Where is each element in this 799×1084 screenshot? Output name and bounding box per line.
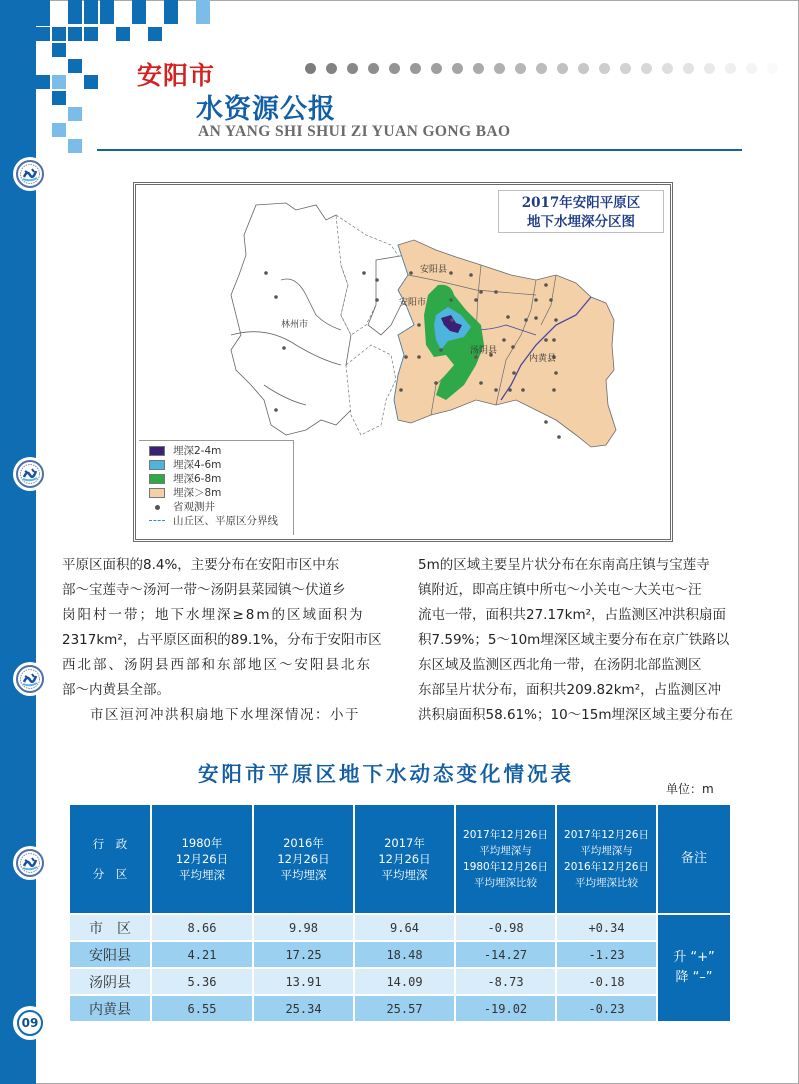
legend-label: 省观测井 [173, 501, 215, 513]
header-2016 [254, 805, 353, 913]
table-title: 安阳市平原区地下水动态变化情况表 [198, 762, 574, 786]
header-line: 1980年 [181, 836, 223, 850]
table-row [70, 969, 730, 994]
cell-1980: 4.21 [152, 942, 252, 967]
cell-district: 市 区 [70, 915, 150, 940]
water-emblem-icon [13, 457, 47, 491]
decor-dot [620, 63, 631, 74]
table-header-row [70, 805, 730, 913]
map-label-neihuang: 内黄县 [529, 354, 557, 364]
header-2017 [355, 805, 454, 913]
legend-item [149, 486, 221, 499]
decor-dot [473, 63, 484, 74]
remark-fall: 降 “–” [675, 970, 713, 985]
cell-compare-2016: +0.34 [557, 915, 656, 940]
text-line: 东区域及监测区西北角一带，在汤阴北部监测区 [418, 657, 702, 673]
header-compare-1980 [456, 805, 555, 913]
dashed-line-icon [149, 520, 165, 521]
map-title-line1: 2017年安阳平原区 [521, 195, 641, 211]
decor-dot [431, 63, 442, 74]
body-text-right [418, 553, 753, 728]
legend-item [149, 444, 221, 457]
decor-dot [704, 63, 715, 74]
cell-compare-1980: -8.73 [456, 969, 555, 994]
decor-dot [725, 63, 736, 74]
map-label-linzhou: 林州市 [281, 320, 309, 330]
header-line: 2017年 [384, 836, 425, 850]
legend-label: 埋深＞8m [173, 487, 222, 499]
cell-district: 安阳县 [70, 942, 150, 967]
text-line: 5m的区域主要呈片状分布在东南高庄镇与宝莲寺 [418, 557, 710, 573]
cell-1980: 5.36 [152, 969, 252, 994]
decor-dot [452, 63, 463, 74]
header-compare-2016 [557, 805, 656, 913]
legend-label: 埋深6-8m [173, 473, 222, 485]
cell-2017: 25.57 [355, 996, 454, 1021]
decor-dot [578, 63, 589, 74]
header-main-title: 水资源公报 [196, 94, 336, 125]
decor-dot [368, 63, 379, 74]
decor-dot [410, 63, 421, 74]
legend-item [149, 458, 221, 471]
map-label-anyang-city: 安阳市 [399, 298, 427, 308]
map-legend [139, 440, 294, 535]
decor-dot [536, 63, 547, 74]
text-line: 部～内黄县全部。 [62, 682, 170, 698]
table-row [70, 915, 730, 940]
groundwater-depth-map [133, 182, 673, 542]
text-line: 部～宝莲寺～汤河一带～汤阴县菜园镇～伏道乡 [62, 582, 346, 598]
legend-item [149, 514, 278, 527]
legend-swatch [149, 446, 165, 456]
cell-compare-1980: -14.27 [456, 942, 555, 967]
header-line: 平均埋深比较 [474, 877, 537, 889]
water-emblem-icon [13, 846, 47, 880]
groundwater-table [68, 803, 732, 1023]
text-line: 流屯一带，面积共27.17km²，占监测区冲洪积扇面 [418, 607, 727, 623]
decor-dot [662, 63, 673, 74]
legend-item [149, 500, 215, 513]
header-line: 平均埋深比较 [575, 877, 638, 889]
decor-dot [515, 63, 526, 74]
remark-rise: 升 “+” [673, 950, 715, 965]
header-line: 分 区 [92, 867, 128, 881]
header-line: 12月26日 [378, 852, 431, 866]
text-line: 2317km²，占平原区面积的89.1%，分布于安阳市区 [62, 632, 382, 648]
cell-1980: 8.66 [152, 915, 252, 940]
decor-dot [305, 63, 316, 74]
cell-2017: 18.48 [355, 942, 454, 967]
text-line: 镇附近，即高庄镇中所屯～小关屯～大关屯～汪 [418, 582, 702, 598]
map-label-tangyin: 汤阴县 [470, 346, 498, 356]
header-line: 平均埋深 [179, 868, 225, 882]
decor-dot [683, 63, 694, 74]
header-line: 1980年12月26日 [463, 861, 548, 873]
header-line: 2016年 [283, 836, 324, 850]
cell-remark [658, 915, 730, 1021]
decor-dot [347, 63, 358, 74]
legend-label: 山丘区、平原区分界线 [173, 515, 278, 527]
cell-compare-2016: -0.18 [557, 969, 656, 994]
map-title-line2: 地下水埋深分区图 [527, 214, 635, 230]
decor-dot [557, 63, 568, 74]
header-line: 2017年12月26日 [564, 829, 649, 841]
cell-compare-1980: -0.98 [456, 915, 555, 940]
cell-1980: 6.55 [152, 996, 252, 1021]
cell-compare-2016: -1.23 [557, 942, 656, 967]
header-city-title: 安阳市 [137, 61, 216, 90]
header-district [70, 805, 150, 913]
legend-swatch [149, 488, 165, 498]
table-unit: 单位：m [666, 782, 714, 796]
map-label-anyang-county: 安阳县 [420, 265, 448, 275]
text-line: 西北部、汤阴县西部和东部地区～安阳县北东 [62, 657, 372, 673]
text-line: 东部呈片状分布，面积共209.82km²，占监测区冲 [418, 682, 722, 698]
header-rule [97, 149, 742, 151]
table-row [70, 996, 730, 1021]
header-line: 2017年12月26日 [463, 829, 548, 841]
header-remark: 备注 [658, 805, 730, 913]
text-line: 岗阳村一带；地下水埋深≥8m的区域面积为 [62, 607, 365, 623]
text-line: 平原区面积的8.4%，主要分布在安阳市区中东 [62, 557, 340, 573]
cell-2016: 9.98 [254, 915, 353, 940]
well-dot-icon [149, 501, 165, 513]
decor-dot [767, 63, 778, 74]
legend-swatch [149, 474, 165, 484]
cell-district: 汤阴县 [70, 969, 150, 994]
legend-swatch [149, 460, 165, 470]
page-number-badge [13, 1006, 47, 1040]
header-line: 12月26日 [175, 852, 229, 866]
header-line: 平均埋深 [381, 868, 428, 882]
header-line: 平均埋深与 [580, 845, 633, 857]
text-line: 市区洹河冲洪积扇地下水埋深情况：小于 [90, 707, 360, 723]
text-line: 洪积扇面积58.61%；10～15m埋深区域主要分布在 [418, 707, 733, 723]
legend-label: 埋深2-4m [173, 445, 222, 457]
decor-dot [494, 63, 505, 74]
header-line: 2016年12月26日 [564, 861, 649, 873]
legend-label: 埋深4-6m [173, 459, 222, 471]
decor-dot [641, 63, 652, 74]
decor-dot [599, 63, 610, 74]
header-line: 平均埋深与 [479, 845, 532, 857]
cell-compare-1980: -19.02 [456, 996, 555, 1021]
cell-2016: 25.34 [254, 996, 353, 1021]
cell-2017: 14.09 [355, 969, 454, 994]
cell-2016: 13.91 [254, 969, 353, 994]
decor-dot [389, 63, 400, 74]
water-emblem-icon [13, 157, 47, 191]
body-text-left [62, 553, 392, 728]
text-line: 积7.59%；5～10m埋深区域主要分布在京广铁路以 [418, 632, 730, 648]
cell-2016: 17.25 [254, 942, 353, 967]
legend-item [149, 472, 221, 485]
cell-district: 内黄县 [70, 996, 150, 1021]
page-number: 09 [17, 1010, 43, 1036]
header-line: 行 政 [92, 837, 128, 851]
water-emblem-icon [13, 662, 47, 696]
header-line: 12月26日 [277, 852, 330, 866]
header-line: 平均埋深 [280, 868, 327, 882]
decor-dot [746, 63, 757, 74]
map-title [498, 190, 664, 233]
cell-compare-2016: -0.23 [557, 996, 656, 1021]
decor-dot [326, 63, 337, 74]
cell-2017: 9.64 [355, 915, 454, 940]
table-row [70, 942, 730, 967]
header-subtitle: AN YANG SHI SHUI ZI YUAN GONG BAO [198, 123, 511, 140]
header-1980 [152, 805, 252, 913]
